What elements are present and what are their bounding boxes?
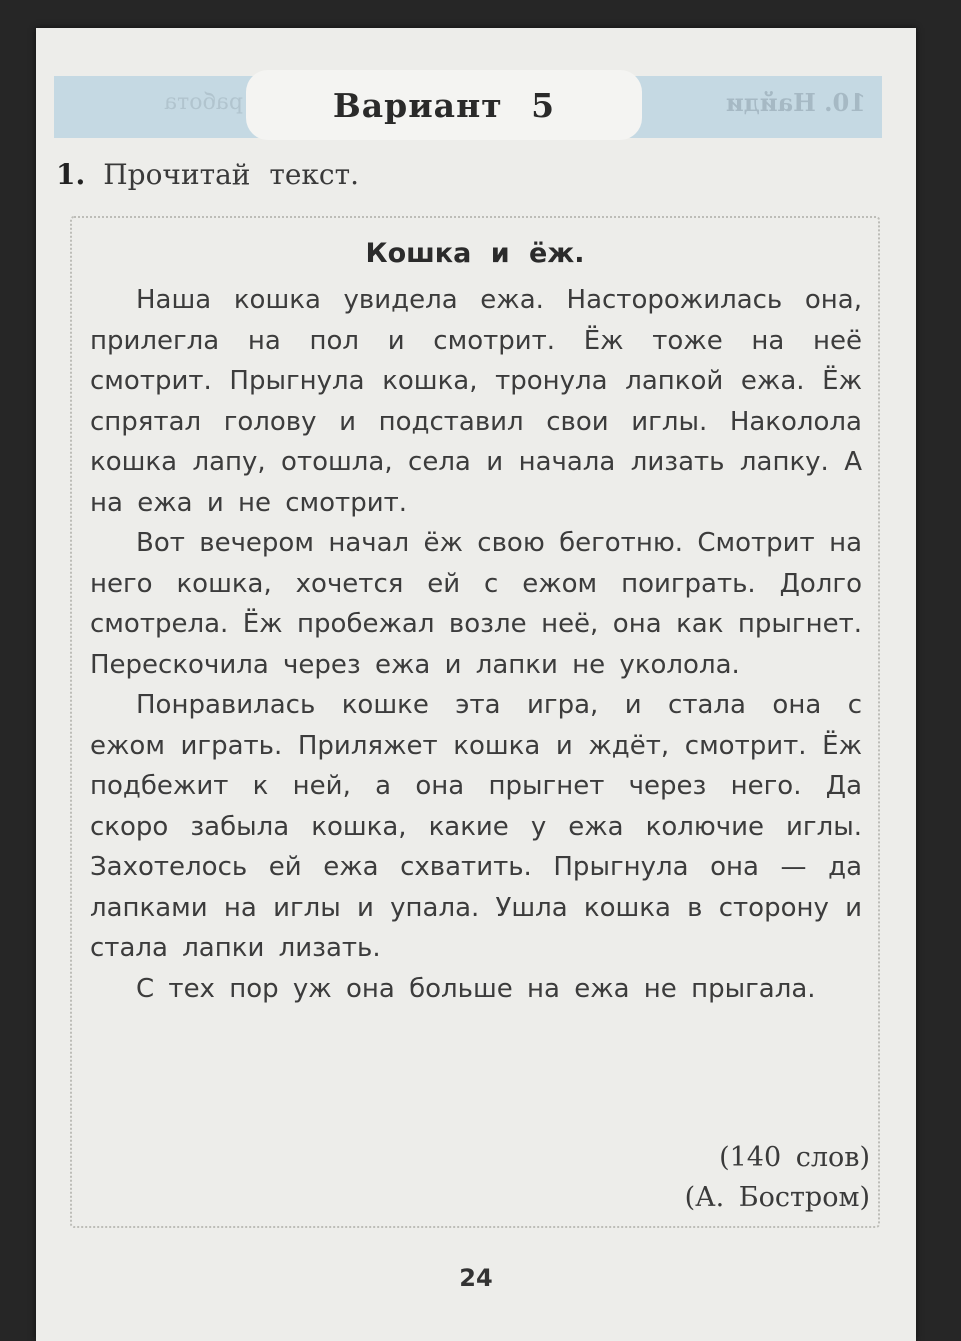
paragraph-4: С тех пор уж она больше на ежа не прыгала. xyxy=(136,973,816,1004)
story-title: Кошка и ёж. xyxy=(365,238,585,269)
story-body xyxy=(90,280,862,1009)
task-number: 1. xyxy=(56,158,86,191)
story-author: (А. Бостром) xyxy=(684,1182,870,1213)
page-number: 24 xyxy=(459,1264,493,1292)
paragraph-2: Вот вечером начал ёж свою беготню. Смотрит на него кошка, хочется ей с ежом поиграть. Долго смотрела. Ёж пробежал возле неё, она как прыгнет. Перескочила через ежа и лапки не уколола. xyxy=(90,528,862,680)
variant-title-pill xyxy=(246,70,642,140)
reading-text-box xyxy=(70,216,880,1228)
workbook-page xyxy=(36,28,916,1341)
header-bleed-through-left: работа xyxy=(164,90,243,115)
variant-title: Вариант 5 xyxy=(332,85,556,125)
paragraph-1: Наша кошка увидела ежа. Насторожилась она, прилегла на пол и смотрит. Ёж тоже на неё смотрит. Прыгнула кошка, тронула лапкой ежа. Ёж спрятал голову и подставил свои иглы. Наколола кошка лапу, отошла, села и начала лизать лапку. А на ежа и не смотрит. xyxy=(90,285,862,518)
task-instruction: Прочитай текст. xyxy=(103,158,359,191)
task-1 xyxy=(56,158,359,191)
header-bleed-through-right: 10. Найди xyxy=(726,88,866,117)
paragraph-3: Понравилась кошке эта игра, и стала она с ежом играть. Приляжет кошка и ждёт, смотрит. Ёж подбежит к ней, а она прыгнет через него. Да скоро забыла кошка, какие у ежа колючие иглы. Захотелось ей ежа схватить. Прыгнула она — да лапками на иглы и упала. Ушла кошка в сторону и стала лапки лизать. xyxy=(90,690,862,963)
story-meta xyxy=(685,1138,870,1218)
word-count: (140 слов) xyxy=(719,1142,870,1173)
